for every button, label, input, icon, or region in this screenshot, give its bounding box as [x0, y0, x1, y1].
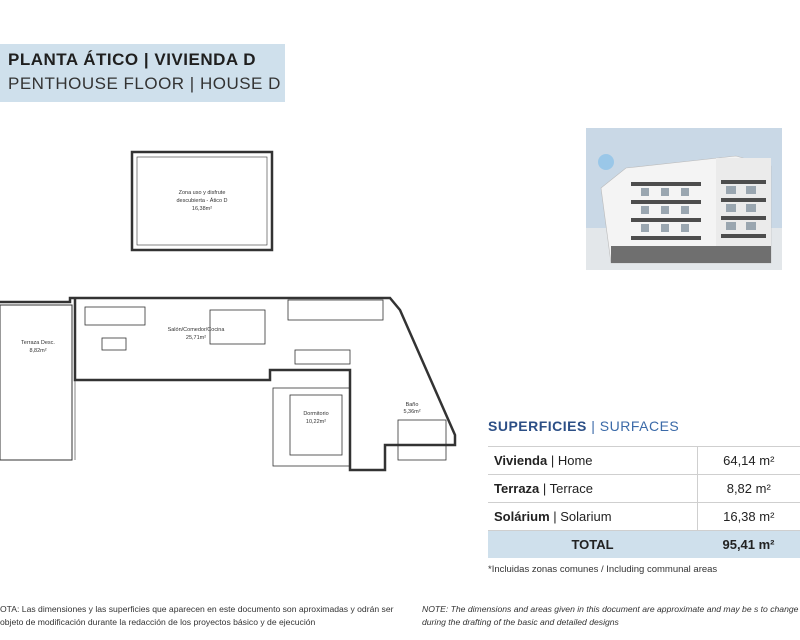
row-label: Solárium | Solarium — [488, 503, 697, 531]
row-value: 8,82 m² — [697, 475, 800, 503]
note-english: NOTE: The dimensions and areas given in this document are approximate and may be s to change during the drafting of the basic and detailed designs — [422, 604, 799, 627]
row-value: 16,38 m² — [697, 503, 800, 531]
label-en: Home — [557, 453, 593, 468]
bedroom-label: Dormitorio — [303, 411, 329, 417]
row-label: Terraza | Terrace — [488, 475, 697, 503]
solarium-label: Zona uso y disfrute — [178, 190, 226, 196]
title-spanish: PLANTA ÁTICO | VIVIENDA D — [8, 50, 257, 69]
terrace-area: 8,82m² — [29, 348, 47, 354]
row-label: Vivienda | Home — [488, 447, 697, 475]
bedroom-area: 10,22m² — [305, 419, 327, 425]
living-label: Salón/Comedor/Cocina — [167, 327, 225, 333]
total-value: 95,41 m² — [697, 531, 800, 559]
solarium-area: 16,38m² — [191, 206, 213, 212]
header-box — [0, 44, 285, 102]
total-row — [488, 531, 800, 559]
living-area: 25,71m² — [185, 335, 207, 341]
surfaces-footnote: *Incluidas zonas comunes / Including communal areas — [488, 564, 718, 575]
row-value: 64,14 m² — [697, 447, 800, 475]
label-en: Solarium — [560, 509, 612, 524]
building-rendering — [586, 128, 782, 270]
total-label: TOTAL — [488, 531, 697, 559]
label-es: Vivienda — [494, 453, 548, 468]
bath-area: 5,36m² — [403, 409, 421, 415]
bath-label: Baño — [405, 402, 419, 408]
terrace-label: Terraza Desc. — [21, 340, 55, 346]
label-es: Solárium — [494, 509, 550, 524]
surfaces-title — [488, 418, 679, 434]
surfaces-title-sep: | — [586, 418, 600, 434]
table-row — [488, 475, 800, 503]
surfaces-title-en: SURFACES — [599, 418, 680, 434]
label-es: Terraza — [494, 481, 540, 496]
table-row — [488, 447, 800, 475]
title-english: PENTHOUSE FLOOR | HOUSE D — [8, 74, 281, 93]
solarium-sublabel: descubierta - Ático D — [176, 198, 228, 204]
table-row — [488, 503, 800, 531]
surfaces-title-es: SUPERFICIES — [488, 418, 587, 434]
label-en: Terrace — [549, 481, 594, 496]
note-spanish: OTA: Las dimensiones y las superficies que aparecen en este documento son aproximadas y odrán ser objeto de modificación durante la redacción de los proyectos básico y de ejecución — [0, 604, 394, 627]
floor-plan — [0, 150, 470, 480]
surfaces-table — [488, 446, 800, 558]
